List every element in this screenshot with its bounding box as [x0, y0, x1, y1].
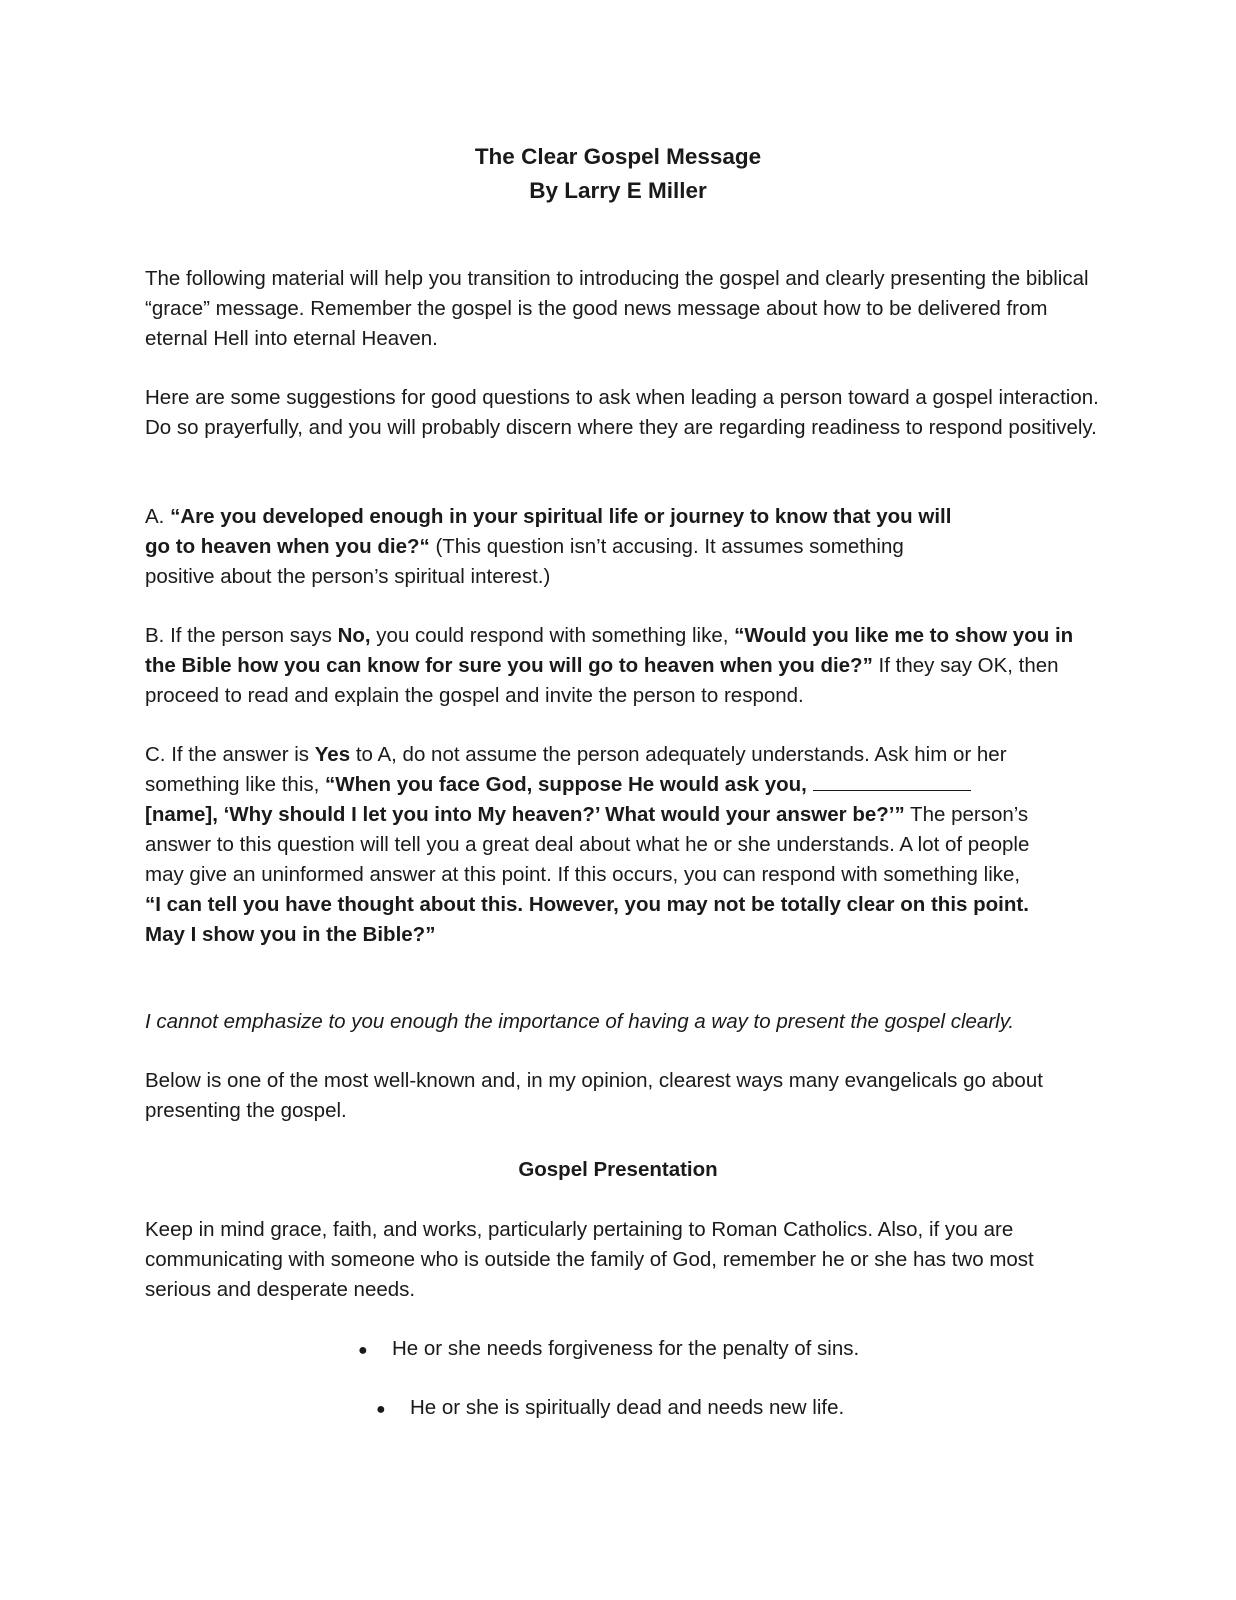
- section-c-after: The person’s answer to this question will tell you a great deal about what he or she understands. A lot of people may give an uninformed answer at this point. If this occurs, you can respond with something like,: [145, 803, 1030, 886]
- section-b-paragraph: [145, 621, 1075, 711]
- section-a-prefix: A.: [145, 505, 171, 528]
- section-a-question: “Are you developed enough in your spiritual life or journey to know that you will go to heaven when you die?“: [145, 505, 952, 558]
- section-b-suffix: If they say OK, then proceed to read and explain the gospel and invite the person to respond.: [145, 654, 1059, 707]
- section-a-note: (This question isn’t accusing. It assumes something positive about the person’s spiritual interest.): [145, 535, 904, 588]
- section-c-middle: to A, do not assume the person adequately understands. Ask him or her something like this,: [145, 743, 1007, 796]
- presentation-heading: Gospel Presentation: [518, 1158, 718, 1181]
- list-item: ● He or she needs forgiveness for the penalty of sins.: [358, 1334, 859, 1366]
- section-b-question: “Would you like me to show you in the Bible how you can know for sure you will go to heaven when you die?”: [145, 624, 1074, 677]
- intro-paragraph-1: The following material will help you transition to introducing the gospel and clearly presenting the biblical “grace” message. Remember the gospel is the good news message about how to be delivered from eternal Hell into eternal Heaven.: [145, 267, 1089, 350]
- below-paragraph: Below is one of the most well-known and, in my opinion, clearest ways many evangelicals go about presenting the gospel.: [145, 1069, 1043, 1122]
- document-title: The Clear Gospel Message: [474, 144, 762, 169]
- section-b-middle: you could respond with something like,: [370, 624, 735, 647]
- document-author: By Larry E Miller: [529, 178, 707, 203]
- bullet-icon: ●: [376, 1401, 386, 1418]
- keep-in-mind-paragraph: Keep in mind grace, faith, and works, particularly pertaining to Roman Catholics. Also, if you are communicating with someone who is outside the family of God, remember he or she has two most serious and desperate needs.: [145, 1218, 1034, 1301]
- section-b-no: No,: [337, 624, 371, 647]
- section-a-paragraph: [145, 502, 975, 592]
- document-title-block: [0, 140, 1236, 208]
- emphasis-paragraph: I cannot emphasize to you enough the importance of having a way to present the gospel clearly.: [145, 1010, 1015, 1033]
- section-c-prefix: C. If the answer is: [145, 743, 315, 766]
- bullet-icon: ●: [358, 1342, 368, 1359]
- intro-paragraph-2: Here are some suggestions for good questions to ask when leading a person toward a gospel interaction. Do so prayerfully, and you will probably discern where they are regarding readiness to respond positively.: [145, 386, 1099, 439]
- section-c-question-start: “When you face God, suppose He would ask you,: [325, 773, 813, 796]
- section-c-response: “I can tell you have thought about this. However, you may not be totally clear on this point. May I show you in the Bible?”: [145, 893, 1029, 946]
- name-blank-line: [813, 789, 971, 791]
- list-item: ● He or she is spiritually dead and needs new life.: [376, 1393, 844, 1425]
- section-c-paragraph: [145, 740, 1035, 950]
- section-c-yes: Yes: [314, 743, 351, 766]
- section-c-question-end: [name], ‘Why should I let you into My heaven?’ What would your answer be?’”: [145, 803, 905, 826]
- section-b-prefix: B. If the person says: [145, 624, 338, 647]
